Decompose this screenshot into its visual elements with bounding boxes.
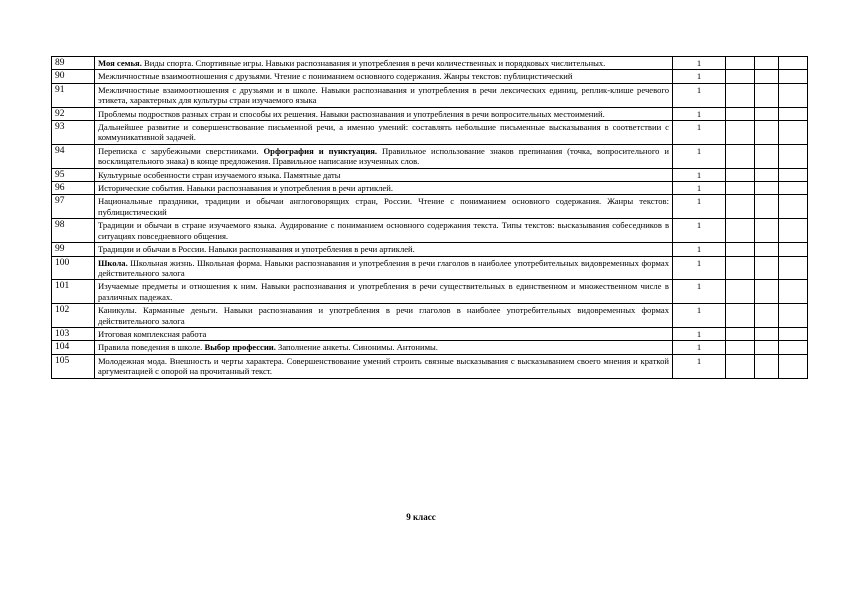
empty-cell-1 bbox=[726, 182, 755, 195]
lesson-hours: 1 bbox=[673, 304, 726, 328]
topic-text: Межличностные взаимоотношения с друзьями. Чтение с пониманием основного содержания. Жанры текстов: публицистический bbox=[98, 71, 573, 82]
empty-cell-2 bbox=[755, 304, 779, 328]
empty-cell-1 bbox=[726, 256, 755, 280]
lesson-hours: 1 bbox=[673, 327, 726, 340]
empty-cell-1 bbox=[726, 219, 755, 243]
table-row bbox=[52, 341, 808, 354]
lesson-hours: 1 bbox=[673, 70, 726, 83]
empty-cell-2 bbox=[755, 354, 779, 378]
table-row bbox=[52, 304, 808, 328]
empty-cell-1 bbox=[726, 57, 755, 70]
lesson-number: 100 bbox=[52, 256, 95, 280]
topic-section-title: Орфография и пунктуация. bbox=[263, 145, 378, 156]
empty-cell-2 bbox=[755, 70, 779, 83]
lesson-topic bbox=[95, 57, 673, 70]
lesson-number: 96 bbox=[52, 182, 95, 195]
lesson-plan-table bbox=[51, 56, 808, 379]
table-row bbox=[52, 121, 808, 145]
lesson-number: 89 bbox=[52, 57, 95, 70]
lesson-hours: 1 bbox=[673, 341, 726, 354]
table-row bbox=[52, 327, 808, 340]
empty-cell-1 bbox=[726, 341, 755, 354]
topic-text: Правильное использование знаков препинания (точка, вопросительного и восклицательного знака) в конце предложения. Правильное написание изученных слов. bbox=[98, 145, 670, 167]
empty-cell-2 bbox=[755, 144, 779, 168]
lesson-number: 95 bbox=[52, 168, 95, 181]
lesson-number: 99 bbox=[52, 243, 95, 256]
empty-cell-2 bbox=[755, 195, 779, 219]
lesson-number: 102 bbox=[52, 304, 95, 328]
lesson-hours: 1 bbox=[673, 107, 726, 120]
empty-cell-1 bbox=[726, 121, 755, 145]
table-row bbox=[52, 83, 808, 107]
empty-cell-3 bbox=[779, 182, 808, 195]
table-row bbox=[52, 280, 808, 304]
empty-cell-2 bbox=[755, 219, 779, 243]
topic-prefix: Переписка с зарубежными сверстниками. bbox=[98, 145, 264, 156]
lesson-hours: 1 bbox=[673, 280, 726, 304]
lesson-topic bbox=[95, 107, 673, 120]
lesson-topic bbox=[95, 219, 673, 243]
empty-cell-2 bbox=[755, 121, 779, 145]
empty-cell-2 bbox=[755, 107, 779, 120]
empty-cell-3 bbox=[779, 57, 808, 70]
topic-text: Культурные особенности стран изучаемого языка. Памятные даты bbox=[98, 169, 341, 180]
table-row bbox=[52, 70, 808, 83]
lesson-plan-body bbox=[52, 57, 808, 379]
topic-text: Межличностные взаимоотношения с друзьями и в школе. Навыки распознавания и употребления в речи лексических единиц, реплик-клише речевого этикета, характерных для культуры стран изучаемого языка bbox=[98, 84, 669, 106]
table-row bbox=[52, 219, 808, 243]
empty-cell-1 bbox=[726, 107, 755, 120]
lesson-hours: 1 bbox=[673, 354, 726, 378]
table-row bbox=[52, 195, 808, 219]
lesson-topic bbox=[95, 168, 673, 181]
lesson-topic bbox=[95, 304, 673, 328]
table-row bbox=[52, 182, 808, 195]
lesson-topic bbox=[95, 243, 673, 256]
lesson-number: 93 bbox=[52, 121, 95, 145]
empty-cell-2 bbox=[755, 83, 779, 107]
lesson-topic bbox=[95, 195, 673, 219]
topic-text: Итоговая комплексная работа bbox=[98, 328, 207, 339]
empty-cell-2 bbox=[755, 280, 779, 304]
empty-cell-2 bbox=[755, 243, 779, 256]
lesson-number: 90 bbox=[52, 70, 95, 83]
lesson-hours: 1 bbox=[673, 219, 726, 243]
topic-text: Изучаемые предметы и отношения к ним. Навыки распознавания и употребления в речи существительных в единственном и множественном числе в различных падежах. bbox=[98, 281, 669, 302]
empty-cell-1 bbox=[726, 280, 755, 304]
table-row bbox=[52, 243, 808, 256]
lesson-topic bbox=[95, 121, 673, 145]
lesson-number: 98 bbox=[52, 219, 95, 243]
empty-cell-3 bbox=[779, 107, 808, 120]
topic-text: Проблемы подростков разных стран и способы их решения. Навыки распознавания и употребления в речи вопросительных местоимений. bbox=[98, 108, 605, 119]
empty-cell-2 bbox=[755, 182, 779, 195]
empty-cell-1 bbox=[726, 195, 755, 219]
empty-cell-3 bbox=[779, 280, 808, 304]
table-row bbox=[52, 57, 808, 70]
empty-cell-1 bbox=[726, 304, 755, 328]
lesson-hours: 1 bbox=[673, 57, 726, 70]
grade-heading: 9 класс bbox=[406, 512, 436, 522]
lesson-number: 104 bbox=[52, 341, 95, 354]
lesson-topic bbox=[95, 256, 673, 280]
lesson-hours: 1 bbox=[673, 195, 726, 219]
lesson-number: 103 bbox=[52, 327, 95, 340]
lesson-number: 92 bbox=[52, 107, 95, 120]
empty-cell-1 bbox=[726, 83, 755, 107]
empty-cell-2 bbox=[755, 341, 779, 354]
topic-text: Виды спорта. Спортивные игры. Навыки распознавания и употребления в речи количественных и порядковых числительных. bbox=[141, 58, 606, 68]
empty-cell-3 bbox=[779, 121, 808, 145]
empty-cell-1 bbox=[726, 70, 755, 83]
empty-cell-2 bbox=[755, 256, 779, 280]
table-row bbox=[52, 354, 808, 378]
empty-cell-3 bbox=[779, 83, 808, 107]
topic-section-title: Школа. bbox=[98, 257, 128, 268]
topic-section-title: Выбор профессии. bbox=[204, 342, 276, 353]
lesson-topic bbox=[95, 280, 673, 304]
empty-cell-3 bbox=[779, 256, 808, 280]
empty-cell-1 bbox=[726, 144, 755, 168]
topic-text: Школьная жизнь. Школьная форма. Навыки распознавания и употребления в речи глаголов в наиболее употребительных видовременных формах действительного залога bbox=[98, 257, 669, 278]
empty-cell-3 bbox=[779, 219, 808, 243]
lesson-topic bbox=[95, 341, 673, 354]
topic-section-title: Моя семья. bbox=[98, 58, 142, 68]
empty-cell-1 bbox=[726, 168, 755, 181]
lesson-hours: 1 bbox=[673, 182, 726, 195]
lesson-number: 91 bbox=[52, 83, 95, 107]
empty-cell-3 bbox=[779, 70, 808, 83]
lesson-hours: 1 bbox=[673, 168, 726, 181]
empty-cell-3 bbox=[779, 327, 808, 340]
topic-text: Традиции и обычаи в России. Навыки распознавания и употребления в речи артиклей. bbox=[98, 244, 415, 255]
lesson-topic bbox=[95, 354, 673, 378]
topic-prefix: Правила поведения в школе. bbox=[98, 342, 205, 353]
empty-cell-3 bbox=[779, 195, 808, 219]
empty-cell-3 bbox=[779, 354, 808, 378]
empty-cell-3 bbox=[779, 304, 808, 328]
lesson-topic bbox=[95, 144, 673, 168]
empty-cell-1 bbox=[726, 354, 755, 378]
empty-cell-3 bbox=[779, 144, 808, 168]
lesson-hours: 1 bbox=[673, 243, 726, 256]
table-row bbox=[52, 107, 808, 120]
table-row bbox=[52, 144, 808, 168]
lesson-number: 101 bbox=[52, 280, 95, 304]
table-row bbox=[52, 168, 808, 181]
empty-cell-3 bbox=[779, 243, 808, 256]
lesson-number: 105 bbox=[52, 354, 95, 378]
empty-cell-2 bbox=[755, 57, 779, 70]
empty-cell-1 bbox=[726, 243, 755, 256]
lesson-topic bbox=[95, 70, 673, 83]
topic-text: Исторические события. Навыки распознавания и употребления в речи артиклей. bbox=[98, 183, 393, 194]
topic-text: Каникулы. Карманные деньги. Навыки распознавания и употребления в речи глаголов в наиболее употребительных видовременных формах действительного залога bbox=[98, 305, 669, 326]
empty-cell-2 bbox=[755, 327, 779, 340]
lesson-hours: 1 bbox=[673, 144, 726, 168]
lesson-hours: 1 bbox=[673, 121, 726, 145]
topic-text: Дальнейшее развитие и совершенствование письменной речи, а именно умений: составлять небольшие письменные высказывания в соответствии с коммуникативной задачей. bbox=[98, 122, 669, 143]
lesson-topic bbox=[95, 83, 673, 107]
topic-text: Национальные праздники, традиции и обычаи англоговорящих стран, России. Чтение с пониманием основного содержания. Жанры текстов: публицистический bbox=[98, 196, 669, 217]
lesson-topic bbox=[95, 327, 673, 340]
empty-cell-1 bbox=[726, 327, 755, 340]
lesson-number: 94 bbox=[52, 144, 95, 168]
topic-text: Традиции и обычаи в стране изучаемого языка. Аудирование с пониманием основного содержания текста. Типы текстов: высказывания собеседников в ситуациях повседневного общения. bbox=[98, 220, 669, 241]
lesson-hours: 1 bbox=[673, 83, 726, 107]
table-row bbox=[52, 256, 808, 280]
lesson-topic bbox=[95, 182, 673, 195]
lesson-number: 97 bbox=[52, 195, 95, 219]
topic-text: Заполнение анкеты. Синонимы. Антонимы. bbox=[275, 342, 438, 353]
lesson-hours: 1 bbox=[673, 256, 726, 280]
topic-text: Молодежная мода. Внешность и черты характера. Совершенствование умений строить связные высказывания с высказыванием своего мнения и краткой аргументацией с опорой на прочитанный текст. bbox=[98, 355, 669, 377]
empty-cell-2 bbox=[755, 168, 779, 181]
empty-cell-3 bbox=[779, 168, 808, 181]
empty-cell-3 bbox=[779, 341, 808, 354]
